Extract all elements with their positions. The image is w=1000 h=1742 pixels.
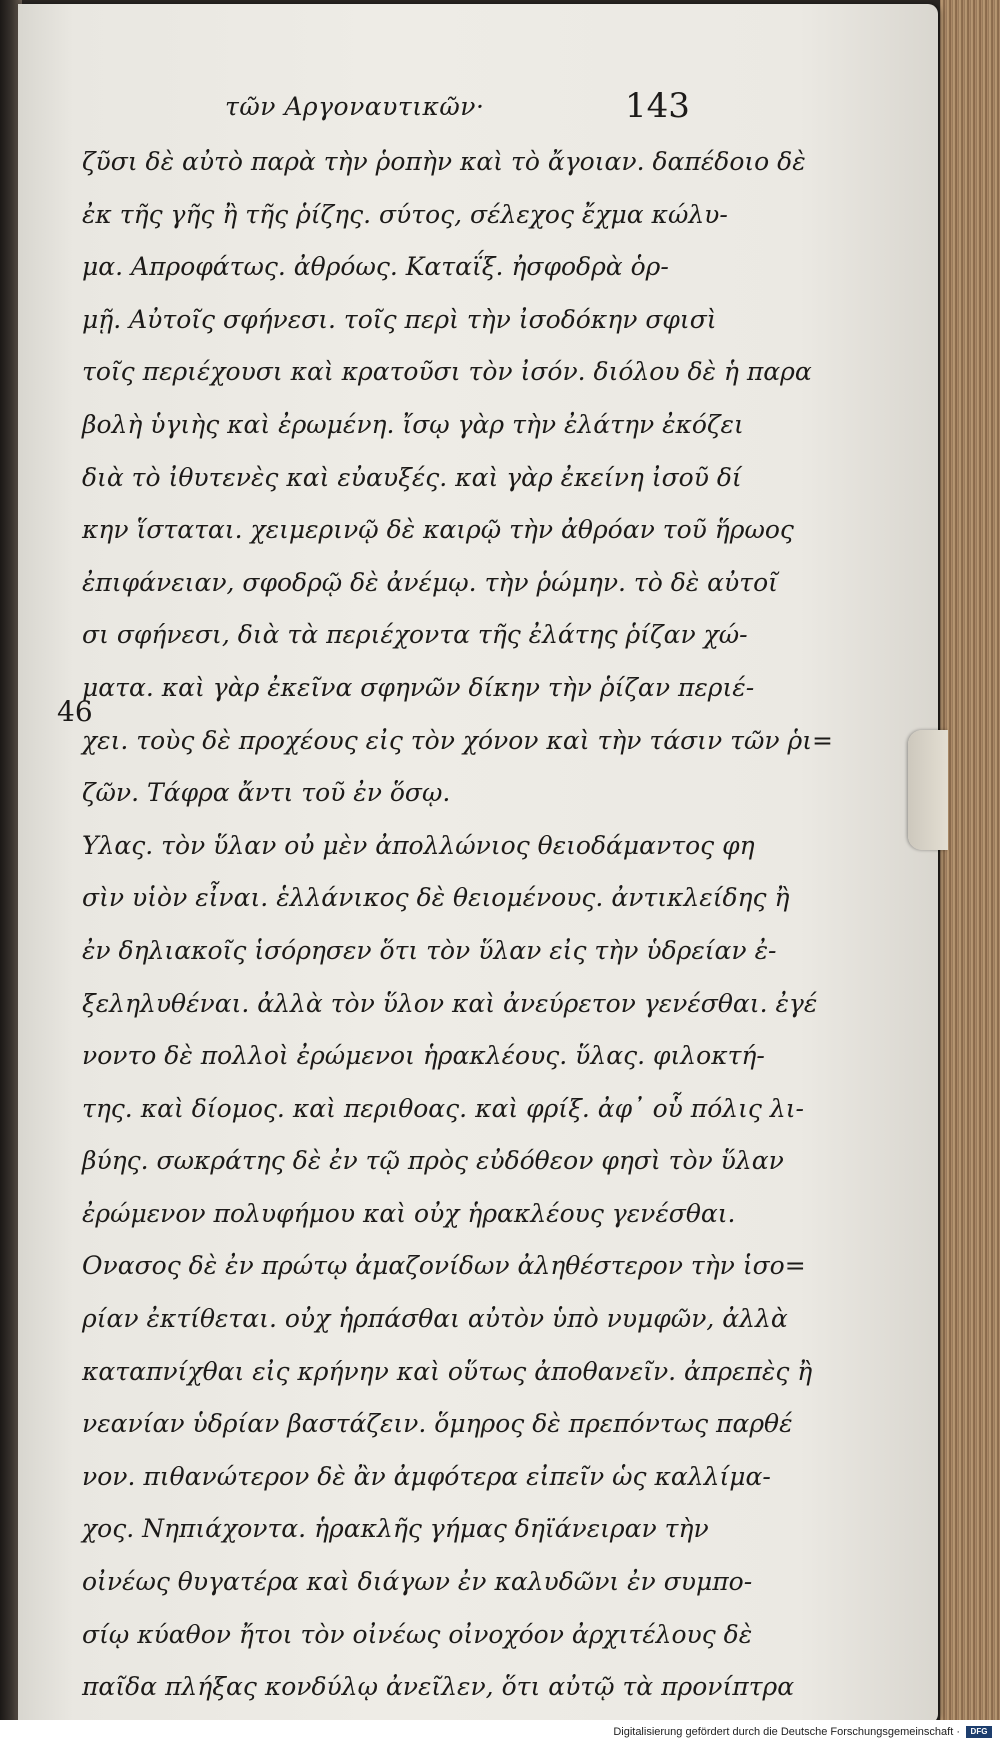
text-line: νον. πιθανώτερον δὲ ἂν ἀμφότερα εἰπεῖν ὡς καλλίμα-	[82, 1461, 771, 1491]
text-line: καταπνίχθαι εἰς κρήνην καὶ οὕτως ἀποθανεῖν. ἀπρεπὲς ἢ	[82, 1356, 813, 1386]
text-line: μῇ. Αὐτοῖς σφήνεσι. τοῖς περὶ τὴν ἰσοδόκην σφισὶ	[82, 304, 717, 334]
text-line: ζῦσι δὲ αὐτὸ παρὰ τὴν ῥοπὴν καὶ τὸ ἄγοιαν. δαπέδοιο δὲ	[82, 147, 806, 176]
footer-strip	[0, 1720, 1000, 1742]
text-line: διὰ τὸ ἰθυτενὲς καὶ εὐαυξές. καὶ γὰρ ἐκείνη ἰσοῦ δί	[82, 462, 742, 492]
text-line: ἐν δηλιακοῖς ἱσόρησεν ὅτι τὸν ὕλαν εἰς τὴν ὑδρείαν ἐ-	[82, 935, 777, 965]
text-line: κην ἵσταται. χειμερινῷ δὲ καιρῷ τὴν ἀθρόαν τοῦ ἥρωος	[82, 515, 794, 545]
clasp-tab	[908, 730, 948, 850]
text-line: παῖδα πλήξας κονδύλῳ ἀνεῖλεν, ὅτι αὐτῷ τὰ προνίπτρα	[82, 1672, 795, 1702]
text-line: της. καὶ δίομος. καὶ περιθοας. καὶ φρίξ. ἀφ᾽ οὗ πόλις λι-	[82, 1093, 804, 1123]
text-line: ἐκ τῆς γῆς ἢ τῆς ῥίζης. σύτος, σέλεχος ἔχμα κώλυ-	[82, 199, 728, 229]
text-line: ζῶν. Τάφρα ἄντι τοῦ ἐν ὅσῳ.	[82, 778, 451, 808]
text-line: Ονασος δὲ ἐν πρώτῳ ἀμαζονίδων ἀληθέστερον τὴν ἱσο=	[82, 1251, 806, 1281]
text-line: βύης. σωκράτης δὲ ἐν τῷ πρὸς εὐδόθεον φησὶ τὸν ὕλαν	[82, 1146, 784, 1176]
text-line: τοῖς περιέχουσι καὶ κρατοῦσι τὸν ἰσόν. διόλου δὲ ἡ παρα	[82, 357, 812, 387]
text-line: ματα. καὶ γὰρ ἐκεῖνα σφηνῶν δίκην τὴν ῥίζαν περιέ-	[82, 672, 755, 702]
running-head: τῶν Αργοναυτικῶν·	[225, 92, 485, 121]
text-line: χει. τοὺς δὲ προχέους εἰς τὸν χόνον καὶ τὴν τάσιν τῶν ῥι=	[82, 725, 833, 755]
text-line: ξεληλυθέναι. ἀλλὰ τὸν ὕλον καὶ ἀνεύρετον γενέσθαι. ἐγέ	[82, 988, 818, 1018]
text-line: νεανίαν ὑδρίαν βαστάζειν. ὅμηρος δὲ πρεπόντως παρθέ	[82, 1409, 793, 1439]
text-line: σὶν υἱὸν εἶναι. ἑλλάνικος δὲ θειομένους. ἀντικλείδης ἢ	[82, 883, 790, 913]
text-line: μα. Απροφάτως. ἀθρόως. Καταΐξ. ἠσφοδρὰ ὁρ-	[82, 252, 669, 282]
text-line: ρίαν ἐκτίθεται. οὐχ ἡρπάσθαι αὐτὸν ὑπὸ νυμφῶν, ἀλλὰ	[82, 1304, 788, 1334]
page-fore-edge	[940, 0, 1000, 1730]
digitization-credit: Digitalisierung gefördert durch die Deutsche Forschungsgemeinschaft ·	[613, 1726, 960, 1738]
text-line: ἐπιφάνειαν, σφοδρῷ δὲ ἀνέμῳ. τὴν ῥώμην. τὸ δὲ αὐτοῖ	[82, 567, 778, 597]
text-block	[82, 136, 833, 1714]
page-number: 143	[625, 86, 690, 126]
text-line: βολὴ ὑγιὴς καὶ ἐρωμένη. ἴσῳ γὰρ τὴν ἐλάτην ἐκόζει	[82, 409, 744, 439]
text-line: ἐρώμενον πολυφήμου καὶ οὐχ ἡρακλέους γενέσθαι.	[82, 1198, 736, 1228]
margin-note: 46	[57, 695, 93, 728]
text-line: νοντο δὲ πολλοὶ ἐρώμενοι ἡρακλέους. ὕλας. φιλοκτή-	[82, 1041, 765, 1071]
text-line: σίῳ κύαθον ἤτοι τὸν οἰνέως οἰνοχόον ἀρχιτέλους δὲ	[82, 1619, 753, 1649]
text-line: οἰνέως θυγατέρα καὶ διάγων ἐν καλυδῶνι ἐν συμπο-	[82, 1567, 753, 1597]
text-line: σι σφήνεσι, διὰ τὰ περιέχοντα τῆς ἐλάτης ῥίζαν χώ-	[82, 620, 748, 650]
text-line: Υλας. τὸν ὕλαν οὐ μὲν ἀπολλώνιος θειοδάμαντος φη	[82, 830, 755, 860]
dfg-logo: DFG	[966, 1726, 992, 1738]
text-line: χος. Νηπιάχοντα. ἡρακλῆς γήμας δηϊάνειραν τὴν	[82, 1514, 709, 1544]
